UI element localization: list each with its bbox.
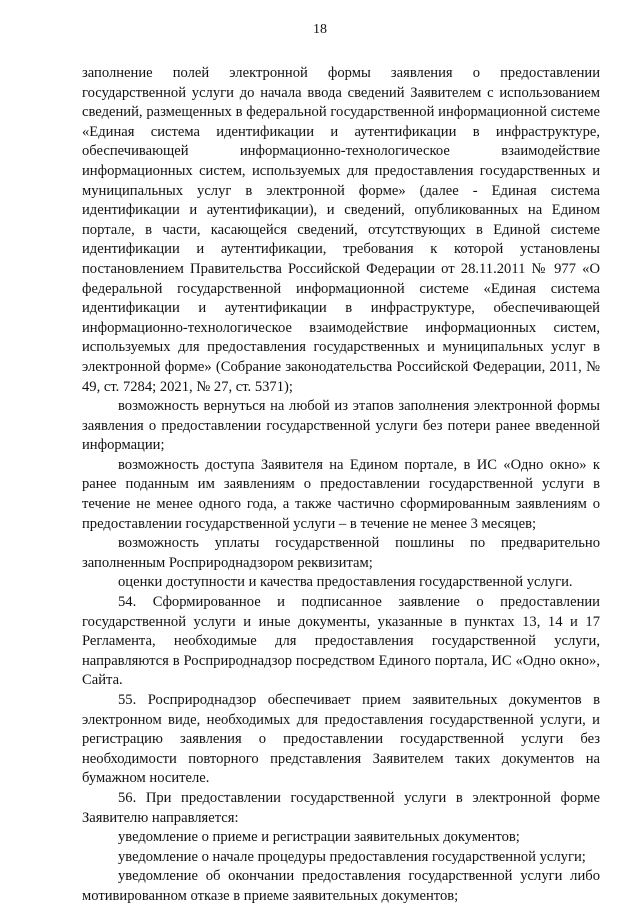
paragraph-fee-payment: возможность уплаты государственной пошлины по предварительно заполненным Росприроднадзором реквизитам; [82, 535, 600, 571]
page-number: 18 [313, 22, 327, 37]
paragraph-item-54: 54. Сформированное и подписанное заявление о предоставлении государственной услуги и иные документы, указанные в пунктах 13, 14 и 17 Регламента, необходимые для предоставления государственной услуги, направляются в Росприроднадзор посредством Единого портала, ИС «Одно окно», Сайта. [82, 594, 600, 689]
paragraph-access-option: возможность доступа Заявителя на Едином портале, в ИС «Одно окно» к ранее поданным им заявлениям о предоставлении государственной услуги в течение не менее одного года, а также частично сформированным заявлениям о предоставлении государственной услуги – в течение не менее 3 месяцев; [82, 456, 600, 532]
paragraph-return-option: возможность вернуться на любой из этапов заполнения электронной формы заявления о предоставлении государственной услуги без потери ранее введенной информации; [82, 398, 600, 454]
paragraph-notice-receipt: уведомление о приеме и регистрации заявительных документов; [118, 829, 520, 846]
paragraph-item-56: 56. При предоставлении государственной услуги в электронной форме Заявителю направляется: [82, 789, 600, 826]
paragraph-notice-end: уведомление об окончании предоставления государственной услуги либо мотивированном отказе в приеме заявительных документов; [82, 868, 600, 904]
paragraph-quality-assessment: оценки доступности и качества предоставления государственной услуги. [118, 574, 573, 591]
paragraph-notice-start: уведомление о начале процедуры предоставления государственной услуги; [118, 848, 586, 865]
document-body [82, 64, 600, 907]
paragraph-continuation: заполнение полей электронной формы заявления о предоставлении государственной услуги до начала ввода сведений Заявителем с использованием сведений, размещенных в федеральной государственной информационной системе «Единая система идентификации и аутентификации в инфраструктуре, обеспечивающей информационно-технологическое взаимодействие информационных систем, используемых для предоставления государственных и муниципальных услуг в электронной форме» (далее - Единая система идентификации и аутентификации), и сведений, опубликованных на Едином портале, в части, касающейся сведений, отсутствующих в Единой системе идентификации и аутентификации, требования к которой установлены постановлением Правительства Российской Федерации от 28.11.2011 № 977 «О федеральной государственной информационной системе «Единая система идентификации и аутентификации в инфраструктуре, обеспечивающей информационно-технологическое взаимодействие информационных систем, используемых для предоставления государственных и муниципальных услуг в электронной форме» (Собрание законодательства Российской Федерации, 2011, № 49, ст. 7284; 2021, № 27, ст. 5371); [82, 65, 600, 395]
paragraph-item-55: 55. Росприроднадзор обеспечивает прием заявительных документов в электронном виде, необходимых для предоставления государственной услуги, и регистрацию заявления о предоставлении государственной услуги без необходимости повторного представления Заявителем таких документов на бумажном носителе. [82, 692, 600, 787]
